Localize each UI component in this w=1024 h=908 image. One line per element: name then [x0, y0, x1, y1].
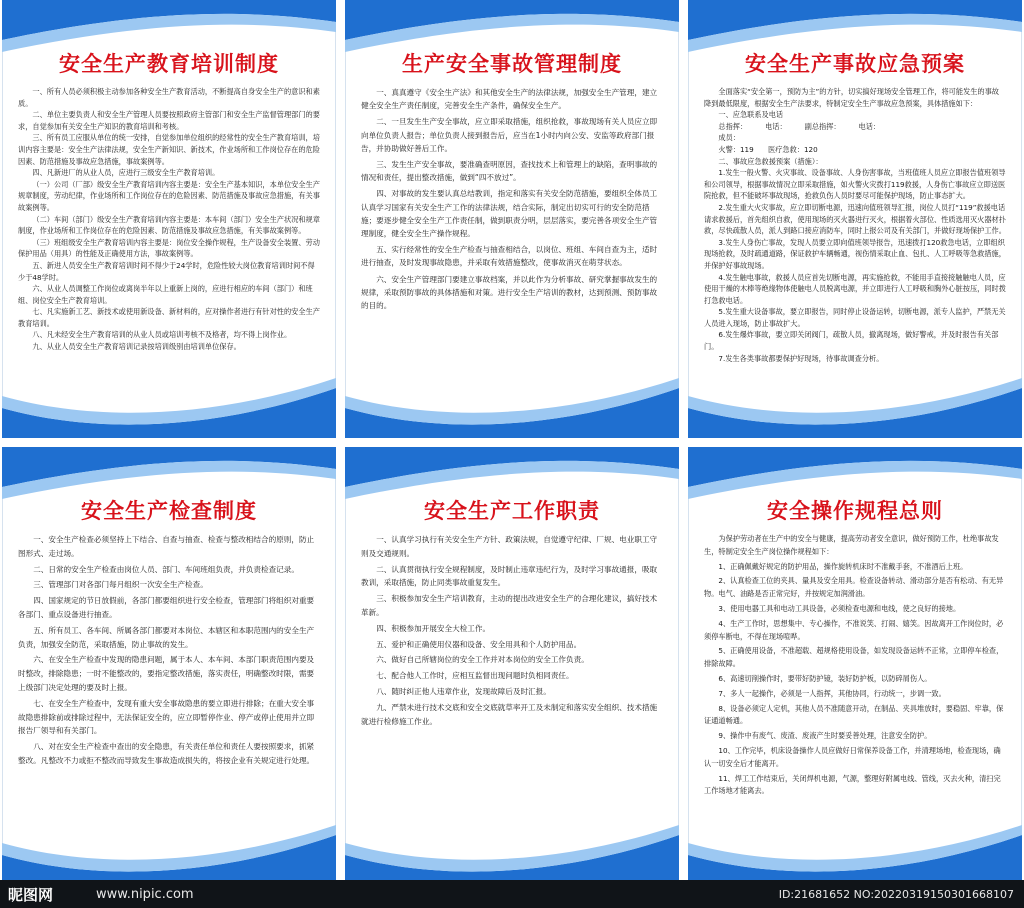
poster-education-training — [2, 0, 336, 438]
poster-title: 安全操作规程总则 — [767, 499, 943, 523]
paragraph: 8、设备必须定人定机，其他人员不准随意开动，在制品、夹具堆放时，要稳固、牢靠，保证通道畅通。 — [704, 703, 1004, 726]
poster-title: 安全生产教育培训制度 — [59, 52, 279, 76]
paragraph: 七、凡实施新工艺、新技术或使用新设备、新材料的，应对操作者进行有针对性的安全生产教育培训。 — [18, 307, 320, 328]
paragraph: 1.发生一般火警、火灾事故、设备事故、人身伤害事故，当班值班人员应立即报告值班领导和公司领导，根据事故情况立即采取措施，如火警火灾拨打119救援，人身伤亡事故应立即送医院抢救，但不能破坏事故现场，抢救负伤人员时要尽可能保护现场，防止事态扩大。 — [704, 168, 1006, 201]
poster-accident-management — [345, 0, 679, 438]
paragraph: （三）班组级安全生产教育培训内容主要是：岗位安全操作规程，生产设备安全装置、劳动保护用品（用具）的性能及正确使用方法，事故案例等。 — [18, 237, 320, 259]
poster-emergency-plan — [688, 0, 1022, 438]
poster-work-duties — [345, 447, 679, 885]
paragraph: 五、实行经常性的安全生产检查与抽查相结合，以岗位、班组、车间自查为主，适时进行抽查，及时发现事故隐患，并采取有效措施整改，使事故消灭在萌芽状态。 — [361, 245, 658, 268]
paragraph: 一、认真学习执行有关安全生产方针、政策法规，自觉遵守纪律、厂规、电业职工守则及交通规则。 — [361, 535, 658, 558]
paragraph: 7、多人一起操作，必须是一人指挥，其他协同，行动统一，步调一致。 — [718, 688, 946, 698]
paragraph: 6、高速切削操作时，要带好防护镜，装好防护板，以防碎屑伤人。 — [718, 673, 932, 683]
wave-footer-decoration — [345, 825, 679, 885]
poster-body — [704, 533, 1006, 845]
watermark-footer — [0, 880, 1024, 908]
paragraph: 3.发生人身伤亡事故，发现人员要立即向值班领导报告，迅速拨打120救急电话，立即组织现场抢救，及时疏通道路，保证救护车辆畅通，视伤情采取止血、包扎、人工呼吸等急救措施，并保护好事故现场。 — [704, 237, 1006, 270]
paragraph: 成员： — [718, 133, 740, 143]
poster-grid — [2, 0, 1022, 880]
poster-title: 安全生产检查制度 — [81, 499, 257, 523]
paragraph: 2、认真检查工位的夹具、量具及安全用具。检查设备转动、滑动部分是否有松动、有无异物。电气、油路是否正常完好，并按规定加润滑油。 — [704, 576, 1004, 599]
site-url: www.nipic.com — [96, 887, 194, 902]
paragraph: 二、单位主要负责人和安全生产管理人员要按照政府主管部门和安全生产监督管理部门的要求，自觉参加有关安全生产知识的教育培训和考核。 — [18, 110, 320, 131]
paragraph: 7.发生各类事故都要保护好现场，待事故调查分析。 — [718, 353, 884, 363]
wave-footer-decoration — [2, 825, 336, 885]
paragraph: 一、所有人员必须积极主动参加各种安全生产教育活动，不断提高自身安全生产的意识和素质。 — [18, 87, 320, 108]
wave-footer-decoration — [2, 378, 336, 438]
paragraph: 一、应急联系及电话 — [718, 110, 784, 120]
paragraph: 九、严禁未进行技术交底和安全交底就草率开工及未制定和落实安全组织、技术措施就进行检修施工作业。 — [361, 702, 658, 726]
paragraph: 二、事故应急救援预案（措施）： — [718, 156, 823, 166]
paragraph: 10、工作完毕，机床设备操作人员应做好日常保养设备工作，并清理场地，检查现场，确认一切安全后才能离开。 — [704, 745, 1001, 768]
paragraph: 三、所有员工应服从单位的统一安排，自觉参加单位组织的经常性的安全生产教育培训，培训内容主要是：安全生产法律法规，安全生产新知识、新技术，作业场所和工作岗位存在的危险因素、防范措施及事故应急措施，事故案例等。 — [18, 133, 320, 166]
paragraph: 4.发生触电事故，救援人员应首先切断电源，再实施抢救，不能用手直接接触触电人员，应使用干燥的木棒等绝缘物体使触电人员脱离电源，并立即进行人工呼吸和胸外心脏按压，同时拨打急救电话。 — [704, 272, 1006, 305]
site-logo: 昵图网 — [8, 886, 54, 904]
paragraph: 二、日常的安全生产检查由岗位人员、部门、车间班组负责，并负责检查记录。 — [33, 564, 299, 574]
paragraph: 三、积极参加安全生产培训教育，主动的提出改进安全生产的合理化建议，搞好技术革新。 — [361, 594, 658, 617]
paragraph: 八、凡未经安全生产教育培训的从业人员或培训考核不及格者，均不得上岗作业。 — [32, 330, 292, 340]
paragraph: 三、发生生产安全事故，要准确查明原因，查找技术上和管理上的缺陷，查明事故的情况和责任，提出整改措施，做到“四不放过”。 — [361, 160, 658, 183]
poster-safety-inspection — [2, 447, 336, 885]
paragraph: 八、随时纠正他人违章作业，发现故障后及时汇报。 — [376, 686, 551, 696]
poster-title: 安全生产工作职责 — [424, 499, 600, 523]
poster-title: 生产安全事故管理制度 — [402, 52, 622, 76]
paragraph: 二、一旦发生生产安全事故，应立即采取措施，组织抢救，事故现场有关人员应立即向单位负责人报告；单位负责人接到报告后，应当在1小时内向公安、安监等政府部门报告，并协助做好善后工作。 — [361, 117, 658, 153]
paragraph: 四、国家规定的节日放假前，各部门都要组织进行安全检查，管理部门将组织对重要各部门、重点设备进行抽查。 — [18, 596, 315, 619]
paragraph: 六、在安全生产检查中发现的隐患问题，属于本人、本车间、本部门职责范围内要及时整改，排除隐患；一时不能整改的，要指定整改措施，落实责任，明确整改时限，需要上级部门决定处理的要及时上报。 — [18, 655, 315, 692]
paragraph: 二、认真贯彻执行安全规程制度，及时制止违章违纪行为，及时学习事故通报，吸取教训，采取措施，防止同类事故重复发生。 — [361, 564, 658, 588]
poster-body — [18, 86, 320, 398]
paragraph: 六、安全生产管理部门要建立事故档案，并以此作为分析事故、研究掌握事故发生的规律，采取预防事故的具体措施和对策。进行安全生产培训的教材，达到预测、预防事故的目的。 — [361, 274, 658, 311]
paragraph: 11、焊工工作结束后，关闭焊机电源，气源，整理好附属电线、管线，灭去火种，清扫完工作场地才能离去。 — [704, 773, 1001, 796]
paragraph: 全面落实“安全第一，预防为主”的方针，切实搞好现场安全管理工作，将可能发生的事故降到最低限度，根据安全生产法要求，特制定安全生产事故应急预案，具体措施如下： — [704, 87, 999, 108]
paragraph: 为保护劳动者在生产中的安全与健康，提高劳动者安全意识，做好预防工作，杜绝事故发生，特制定安全生产岗位操作规程如下： — [704, 534, 999, 556]
paragraph: 6.发生爆炸事故，要立即关闭阀门，疏散人员，撤离现场，做好警戒，并及时报告有关部门。 — [704, 330, 999, 352]
paragraph: 五、新进人员安全生产教育培训时间不得少于24学时，危险性较大岗位教育培训时间不得少于48学时。 — [18, 260, 315, 282]
paragraph: 七、配合他人工作时，应相互监督出现问题时负相同责任。 — [376, 671, 574, 681]
paragraph: 总指挥： 电话： 副总指挥： 电话： — [718, 121, 881, 131]
paragraph: 八、对在安全生产检查中查出的安全隐患，有关责任单位和责任人要按照要求，抓紧整改。凡整改不力或拒不整改而导致发生事故造成损失的，将按企业有关规定进行处理。 — [18, 742, 315, 765]
poster-body — [18, 533, 320, 845]
poster-body — [361, 533, 663, 845]
paragraph: 1、正确佩戴好规定的防护用品，操作旋转机床时不准戴手套，不准酒后上班。 — [718, 561, 968, 571]
wave-footer-decoration — [688, 825, 1022, 885]
paragraph: 一、安全生产检查必须坚持上下结合、自查与抽查、检查与整改相结合的原则，防止图形式、走过场。 — [18, 535, 315, 558]
image-id-label: ID:21681652 NO:20220319150301668107 — [778, 888, 1014, 901]
paragraph: 5.发生重大设备事故，要立即报告，同时停止设备运转，切断电源，派专人监护，严禁无关人员进入现场，防止事故扩大。 — [704, 307, 1006, 328]
wave-footer-decoration — [345, 378, 679, 438]
paragraph: 一、真真遵守《安全生产法》和其他安全生产的法律法规，加强安全生产管理，建立健全安全生产责任制度，完善安全生产条件，确保安全生产。 — [361, 88, 658, 111]
paragraph: 三、管理部门对各部门每月组织一次安全生产检查。 — [33, 580, 208, 590]
paragraph: 九、从业人员安全生产教育培训记录按培训级别由培训单位保存。 — [32, 342, 241, 352]
paragraph: （二）车间（部门）级安全生产教育培训内容主要是：本车间（部门）安全生产状况和规章制度，作业场所和工作岗位存在的危险因素、防范措施及事故应急措施，有关事故案例等。 — [18, 214, 320, 236]
paragraph: 六、从业人员调整工作岗位或离岗半年以上重新上岗的，应进行相应的车间（部门）和班组、岗位安全生产教育培训。 — [18, 284, 313, 305]
poster-title: 安全生产事故应急预案 — [745, 52, 965, 76]
paragraph: （一）公司（厂部）级安全生产教育培训内容主要是：安全生产基本知识，本单位安全生产规章制度，劳动纪律，作业场所和工作岗位存在的危险因素、防范措施及事故应急措施，有关事故案例等。 — [18, 179, 320, 212]
paragraph: 2.发生重大火灾事故，应立即切断电源，迅速向值班领导汇报，岗位人员打“119”救援电话请求救援后，首先组织自救，使用现场的灭火器进行灭火，根据着火部位、性质选用灭火器材扑救，尽快疏散人员，派人到路口接应消防车，同时上报公司及有关部门，并做好现场保护工作。 — [704, 202, 1006, 236]
paragraph: 火警：119 医疗急救：120 — [718, 144, 818, 154]
paragraph: 六、做好自己所辖岗位的安全工作并对本岗位的安全工作负责。 — [376, 655, 589, 665]
paragraph: 四、积极参加开展安全大检工作。 — [376, 623, 491, 633]
paragraph: 五、爱护和正确使用仪器和设备、安全用具和个人防护用品。 — [376, 639, 582, 649]
paragraph: 五、所有员工、各车间、所属各部门都要对本岗位、本辖区和本职范围内的安全生产负责，加强安全防范，采取措施，防止事故的发生。 — [18, 625, 315, 649]
paragraph: 四、对事故的发生要认真总结教训，指定和落实有关安全防范措施，要组织全体员工认真学习国家有关安全生产工作的法律法规，结合实际，制定出切实可行的安全防范措施；要逐步健全安全生产工作责任制，做到职责分明，层层落实，要完善各项安全生产管理制度，健全安全生产操作规程。 — [361, 189, 658, 239]
paragraph: 4、生产工作时，思想集中、专心操作，不准说笑、打闹、嬉笑。因故离开工作岗位时，必须停车断电，不得在现场喧哗。 — [704, 618, 1004, 641]
paragraph: 四、凡新进厂的从业人员，应进行三级安全生产教育培训。 — [32, 168, 220, 178]
paragraph: 七、在安全生产检查中，发现有重大安全事故隐患的要立即进行排除；在重大安全事故隐患排除前或排除过程中，无法保证安全的，应立即暂停作业、停产或停止使用并立即报告厂领导和有关部门。 — [18, 698, 315, 736]
poster-body — [361, 86, 663, 398]
wave-footer-decoration — [688, 378, 1022, 438]
paragraph: 9、操作中有废气、废渣、废液产生时要妥善处理，注意安全防护。 — [718, 731, 932, 741]
paragraph: 3、使用电器工具和电动工具设备，必须检查电源和电线，使之良好的接地。 — [718, 603, 961, 613]
paragraph: 5、正确使用设备，不准超载、超规格使用设备，如发现设备运转不正常，立即停车检查，排除故障。 — [704, 646, 1004, 669]
poster-operation-rules — [688, 447, 1022, 885]
poster-body — [704, 86, 1006, 398]
